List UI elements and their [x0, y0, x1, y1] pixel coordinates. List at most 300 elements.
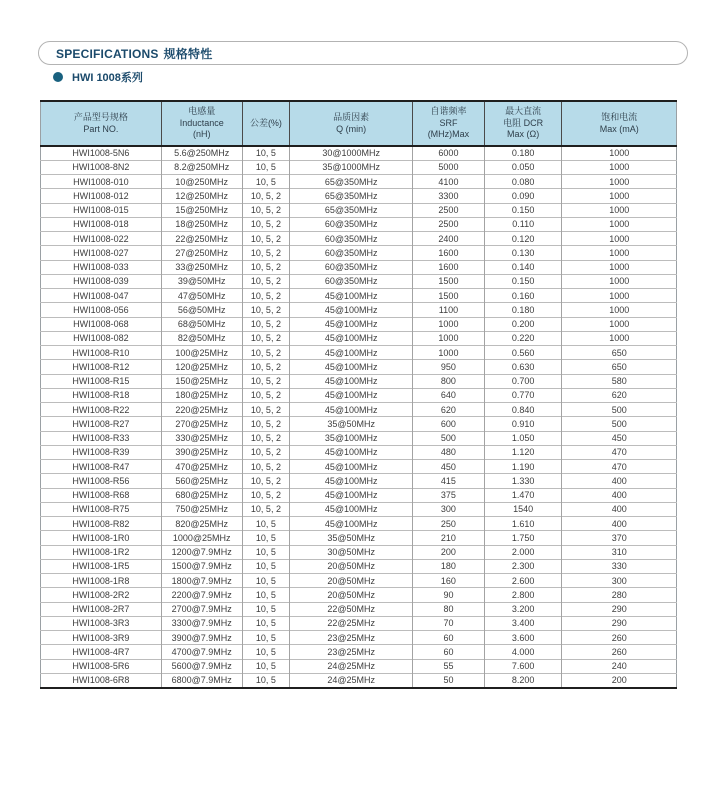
cell-srf: 300: [413, 502, 485, 516]
cell-part_no: HWI1008-R12: [41, 360, 162, 374]
table-row: [41, 545, 677, 559]
col-header-part_no-line: 产品型号规格: [73, 111, 128, 122]
cell-inductance: 27@250MHz: [161, 246, 242, 260]
cell-tolerance: 10, 5, 2: [242, 303, 290, 317]
cell-sat_current: 1000: [562, 289, 677, 303]
cell-q_min: 23@25MHz: [290, 631, 413, 645]
cell-srf: 450: [413, 460, 485, 474]
table-row: [41, 488, 677, 502]
spec-table-body: [41, 146, 677, 688]
cell-sat_current: 1000: [562, 246, 677, 260]
cell-dcr: 0.050: [484, 160, 562, 174]
table-row: [41, 175, 677, 189]
spec-table: [40, 100, 677, 689]
cell-srf: 1500: [413, 274, 485, 288]
cell-part_no: HWI1008-R56: [41, 474, 162, 488]
cell-sat_current: 200: [562, 673, 677, 687]
cell-part_no: HWI1008-R27: [41, 417, 162, 431]
cell-srf: 80: [413, 602, 485, 616]
cell-dcr: 1.190: [484, 460, 562, 474]
cell-q_min: 45@100MHz: [290, 388, 413, 402]
cell-q_min: 35@50MHz: [290, 417, 413, 431]
cell-inductance: 10@250MHz: [161, 175, 242, 189]
cell-tolerance: 10, 5: [242, 146, 290, 160]
table-row: [41, 403, 677, 417]
cell-q_min: 35@1000MHz: [290, 160, 413, 174]
bullet-icon: [53, 72, 63, 82]
table-row: [41, 631, 677, 645]
table-row: [41, 588, 677, 602]
cell-dcr: 2.600: [484, 574, 562, 588]
cell-dcr: 0.110: [484, 217, 562, 231]
cell-part_no: HWI1008-056: [41, 303, 162, 317]
cell-q_min: 65@350MHz: [290, 203, 413, 217]
table-row: [41, 260, 677, 274]
cell-q_min: 22@50MHz: [290, 602, 413, 616]
header-row: [41, 101, 677, 146]
cell-srf: 640: [413, 388, 485, 402]
cell-part_no: HWI1008-1R0: [41, 531, 162, 545]
cell-tolerance: 10, 5: [242, 517, 290, 531]
cell-inductance: 390@25MHz: [161, 445, 242, 459]
cell-sat_current: 1000: [562, 146, 677, 160]
table-row: [41, 645, 677, 659]
cell-tolerance: 10, 5, 2: [242, 203, 290, 217]
col-header-sat_current-line: Max (mA): [599, 123, 639, 134]
cell-inductance: 33@250MHz: [161, 260, 242, 274]
cell-inductance: 3300@7.9MHz: [161, 616, 242, 630]
cell-dcr: 0.180: [484, 303, 562, 317]
cell-srf: 1100: [413, 303, 485, 317]
cell-tolerance: 10, 5, 2: [242, 217, 290, 231]
col-header-q_min: [290, 101, 413, 146]
series-header: [53, 69, 143, 85]
cell-q_min: 22@25MHz: [290, 616, 413, 630]
cell-sat_current: 650: [562, 346, 677, 360]
col-header-tolerance-line: 公差(%): [249, 117, 282, 128]
cell-tolerance: 10, 5: [242, 659, 290, 673]
cell-part_no: HWI1008-R47: [41, 460, 162, 474]
table-row: [41, 317, 677, 331]
cell-inductance: 1200@7.9MHz: [161, 545, 242, 559]
col-header-dcr-line: Max (Ω): [507, 129, 540, 140]
cell-tolerance: 10, 5, 2: [242, 388, 290, 402]
cell-dcr: 3.600: [484, 631, 562, 645]
cell-srf: 1500: [413, 289, 485, 303]
cell-srf: 200: [413, 545, 485, 559]
cell-srf: 1000: [413, 346, 485, 360]
cell-sat_current: 260: [562, 645, 677, 659]
cell-tolerance: 10, 5, 2: [242, 289, 290, 303]
cell-q_min: 20@50MHz: [290, 559, 413, 573]
table-row: [41, 602, 677, 616]
cell-sat_current: 1000: [562, 160, 677, 174]
cell-inductance: 220@25MHz: [161, 403, 242, 417]
cell-tolerance: 10, 5, 2: [242, 488, 290, 502]
cell-inductance: 680@25MHz: [161, 488, 242, 502]
section-title-en: SPECIFICATIONS: [56, 46, 159, 61]
cell-sat_current: 470: [562, 445, 677, 459]
cell-inductance: 750@25MHz: [161, 502, 242, 516]
table-row: [41, 559, 677, 573]
cell-q_min: 60@350MHz: [290, 260, 413, 274]
table-row: [41, 431, 677, 445]
cell-dcr: 3.400: [484, 616, 562, 630]
spec-table-head: [41, 101, 677, 146]
section-title: [56, 45, 212, 62]
cell-srf: 1600: [413, 246, 485, 260]
cell-part_no: HWI1008-R82: [41, 517, 162, 531]
cell-dcr: 1.050: [484, 431, 562, 445]
cell-q_min: 45@100MHz: [290, 331, 413, 345]
cell-sat_current: 310: [562, 545, 677, 559]
cell-sat_current: 290: [562, 602, 677, 616]
cell-inductance: 56@50MHz: [161, 303, 242, 317]
cell-sat_current: 330: [562, 559, 677, 573]
cell-tolerance: 10, 5, 2: [242, 232, 290, 246]
cell-q_min: 60@350MHz: [290, 246, 413, 260]
cell-sat_current: 1000: [562, 317, 677, 331]
cell-part_no: HWI1008-039: [41, 274, 162, 288]
cell-dcr: 0.140: [484, 260, 562, 274]
table-row: [41, 289, 677, 303]
cell-q_min: 45@100MHz: [290, 360, 413, 374]
cell-inductance: 4700@7.9MHz: [161, 645, 242, 659]
col-header-srf-line: 自谐频率: [430, 106, 467, 116]
cell-srf: 480: [413, 445, 485, 459]
cell-dcr: 0.130: [484, 246, 562, 260]
cell-sat_current: 1000: [562, 232, 677, 246]
cell-q_min: 45@100MHz: [290, 346, 413, 360]
cell-q_min: 20@50MHz: [290, 574, 413, 588]
cell-srf: 620: [413, 403, 485, 417]
cell-srf: 500: [413, 431, 485, 445]
cell-tolerance: 10, 5: [242, 631, 290, 645]
cell-tolerance: 10, 5, 2: [242, 502, 290, 516]
table-row: [41, 146, 677, 160]
cell-srf: 60: [413, 631, 485, 645]
cell-dcr: 0.560: [484, 346, 562, 360]
cell-tolerance: 10, 5: [242, 574, 290, 588]
cell-sat_current: 470: [562, 460, 677, 474]
table-row: [41, 616, 677, 630]
cell-sat_current: 650: [562, 360, 677, 374]
cell-sat_current: 500: [562, 417, 677, 431]
cell-part_no: HWI1008-R39: [41, 445, 162, 459]
col-header-dcr-line: 最大直流: [505, 106, 542, 116]
cell-srf: 1000: [413, 331, 485, 345]
table-row: [41, 303, 677, 317]
cell-sat_current: 400: [562, 474, 677, 488]
col-header-tolerance: [242, 101, 290, 146]
table-row: [41, 417, 677, 431]
table-row: [41, 246, 677, 260]
cell-inductance: 120@25MHz: [161, 360, 242, 374]
cell-inductance: 330@25MHz: [161, 431, 242, 445]
section-header: [38, 41, 688, 65]
table-row: [41, 203, 677, 217]
table-row: [41, 445, 677, 459]
col-header-part_no: [41, 101, 162, 146]
table-row: [41, 360, 677, 374]
cell-inductance: 3900@7.9MHz: [161, 631, 242, 645]
cell-sat_current: 1000: [562, 274, 677, 288]
cell-srf: 60: [413, 645, 485, 659]
cell-part_no: HWI1008-3R9: [41, 631, 162, 645]
col-header-srf-line: SRF: [439, 117, 458, 128]
cell-tolerance: 10, 5: [242, 645, 290, 659]
table-row: [41, 659, 677, 673]
cell-srf: 180: [413, 559, 485, 573]
cell-sat_current: 580: [562, 374, 677, 388]
cell-sat_current: 300: [562, 574, 677, 588]
cell-inductance: 15@250MHz: [161, 203, 242, 217]
cell-srf: 375: [413, 488, 485, 502]
cell-q_min: 45@100MHz: [290, 517, 413, 531]
cell-srf: 210: [413, 531, 485, 545]
cell-tolerance: 10, 5, 2: [242, 317, 290, 331]
cell-dcr: 1.330: [484, 474, 562, 488]
cell-tolerance: 10, 5, 2: [242, 360, 290, 374]
cell-tolerance: 10, 5: [242, 588, 290, 602]
col-header-srf: [413, 101, 485, 146]
section-title-zh: 规格特性: [163, 46, 213, 61]
cell-part_no: HWI1008-015: [41, 203, 162, 217]
cell-tolerance: 10, 5, 2: [242, 246, 290, 260]
cell-q_min: 65@350MHz: [290, 175, 413, 189]
cell-q_min: 45@100MHz: [290, 317, 413, 331]
table-row: [41, 531, 677, 545]
cell-part_no: HWI1008-027: [41, 246, 162, 260]
cell-tolerance: 10, 5: [242, 616, 290, 630]
cell-inductance: 180@25MHz: [161, 388, 242, 402]
col-header-sat_current-line: 饱和电流: [601, 111, 638, 122]
cell-part_no: HWI1008-010: [41, 175, 162, 189]
cell-dcr: 2.800: [484, 588, 562, 602]
cell-srf: 4100: [413, 175, 485, 189]
cell-inductance: 100@25MHz: [161, 346, 242, 360]
cell-tolerance: 10, 5: [242, 545, 290, 559]
cell-tolerance: 10, 5, 2: [242, 474, 290, 488]
cell-dcr: 1.470: [484, 488, 562, 502]
col-header-inductance: [161, 101, 242, 146]
cell-tolerance: 10, 5, 2: [242, 445, 290, 459]
table-row: [41, 217, 677, 231]
cell-dcr: 0.630: [484, 360, 562, 374]
cell-tolerance: 10, 5, 2: [242, 374, 290, 388]
cell-part_no: HWI1008-3R3: [41, 616, 162, 630]
cell-dcr: 0.700: [484, 374, 562, 388]
cell-q_min: 30@50MHz: [290, 545, 413, 559]
cell-inductance: 1500@7.9MHz: [161, 559, 242, 573]
cell-dcr: 1.750: [484, 531, 562, 545]
cell-dcr: 0.180: [484, 146, 562, 160]
table-row: [41, 232, 677, 246]
cell-srf: 50: [413, 673, 485, 687]
cell-sat_current: 620: [562, 388, 677, 402]
cell-sat_current: 1000: [562, 189, 677, 203]
cell-sat_current: 1000: [562, 217, 677, 231]
cell-inductance: 82@50MHz: [161, 331, 242, 345]
cell-sat_current: 1000: [562, 260, 677, 274]
cell-part_no: HWI1008-068: [41, 317, 162, 331]
cell-sat_current: 260: [562, 631, 677, 645]
series-title: HWI 1008系列: [72, 72, 143, 84]
cell-inductance: 68@50MHz: [161, 317, 242, 331]
cell-dcr: 0.090: [484, 189, 562, 203]
cell-dcr: 2.000: [484, 545, 562, 559]
col-header-q_min-line: Q (min): [336, 123, 367, 134]
table-row: [41, 160, 677, 174]
cell-dcr: 0.200: [484, 317, 562, 331]
cell-sat_current: 500: [562, 403, 677, 417]
cell-tolerance: 10, 5: [242, 559, 290, 573]
cell-q_min: 45@100MHz: [290, 289, 413, 303]
cell-part_no: HWI1008-1R8: [41, 574, 162, 588]
table-row: [41, 673, 677, 687]
col-header-dcr-line: 电阻 DCR: [503, 117, 544, 128]
cell-part_no: HWI1008-1R5: [41, 559, 162, 573]
cell-q_min: 45@100MHz: [290, 502, 413, 516]
cell-dcr: 0.150: [484, 203, 562, 217]
cell-sat_current: 1000: [562, 175, 677, 189]
cell-dcr: 0.770: [484, 388, 562, 402]
cell-q_min: 24@25MHz: [290, 673, 413, 687]
cell-q_min: 20@50MHz: [290, 588, 413, 602]
cell-sat_current: 1000: [562, 203, 677, 217]
cell-q_min: 65@350MHz: [290, 189, 413, 203]
cell-inductance: 5.6@250MHz: [161, 146, 242, 160]
cell-inductance: 39@50MHz: [161, 274, 242, 288]
col-header-inductance-line: (nH): [192, 129, 211, 140]
cell-srf: 90: [413, 588, 485, 602]
cell-srf: 160: [413, 574, 485, 588]
cell-q_min: 45@100MHz: [290, 474, 413, 488]
cell-srf: 415: [413, 474, 485, 488]
col-header-q_min-line: 品质因素: [333, 111, 370, 122]
cell-q_min: 60@350MHz: [290, 217, 413, 231]
cell-dcr: 1.610: [484, 517, 562, 531]
cell-inductance: 2200@7.9MHz: [161, 588, 242, 602]
cell-part_no: HWI1008-6R8: [41, 673, 162, 687]
cell-part_no: HWI1008-1R2: [41, 545, 162, 559]
cell-srf: 2500: [413, 217, 485, 231]
cell-inductance: 2700@7.9MHz: [161, 602, 242, 616]
cell-part_no: HWI1008-R18: [41, 388, 162, 402]
cell-part_no: HWI1008-R68: [41, 488, 162, 502]
cell-part_no: HWI1008-R75: [41, 502, 162, 516]
col-header-part_no-line: Part NO.: [83, 123, 119, 134]
cell-dcr: 1.120: [484, 445, 562, 459]
table-row: [41, 502, 677, 516]
cell-inductance: 1000@25MHz: [161, 531, 242, 545]
cell-dcr: 8.200: [484, 673, 562, 687]
cell-part_no: HWI1008-022: [41, 232, 162, 246]
cell-part_no: HWI1008-5N6: [72, 148, 130, 159]
cell-part_no: HWI1008-012: [41, 189, 162, 203]
cell-part_no: HWI1008-033: [41, 260, 162, 274]
cell-srf: 250: [413, 517, 485, 531]
cell-part_no: HWI1008-R15: [41, 374, 162, 388]
cell-sat_current: 1000: [562, 331, 677, 345]
table-row: [41, 189, 677, 203]
cell-inductance: 22@250MHz: [161, 232, 242, 246]
cell-tolerance: 10, 5, 2: [242, 431, 290, 445]
cell-part_no: HWI1008-8N2: [41, 160, 162, 174]
table-row: [41, 460, 677, 474]
cell-inductance: 150@25MHz: [161, 374, 242, 388]
table-row: [41, 388, 677, 402]
cell-srf: 1600: [413, 260, 485, 274]
col-header-inductance-line: 电感量: [188, 106, 216, 116]
cell-part_no: HWI1008-2R2: [41, 588, 162, 602]
cell-q_min: 35@100MHz: [290, 431, 413, 445]
cell-dcr: 0.840: [484, 403, 562, 417]
cell-q_min: 23@25MHz: [290, 645, 413, 659]
table-row: [41, 574, 677, 588]
cell-dcr: 0.150: [484, 274, 562, 288]
cell-inductance: 270@25MHz: [161, 417, 242, 431]
cell-srf: 1000: [413, 317, 485, 331]
cell-srf: 800: [413, 374, 485, 388]
cell-srf: 2500: [413, 203, 485, 217]
cell-dcr: 0.220: [484, 331, 562, 345]
cell-tolerance: 10, 5, 2: [242, 274, 290, 288]
cell-dcr: 0.080: [484, 175, 562, 189]
cell-dcr: 0.160: [484, 289, 562, 303]
cell-part_no: HWI1008-4R7: [41, 645, 162, 659]
cell-inductance: 1800@7.9MHz: [161, 574, 242, 588]
cell-dcr: 0.910: [484, 417, 562, 431]
cell-tolerance: 10, 5: [242, 160, 290, 174]
cell-sat_current: 370: [562, 531, 677, 545]
cell-part_no: HWI1008-R33: [41, 431, 162, 445]
cell-tolerance: 10, 5, 2: [242, 189, 290, 203]
cell-sat_current: 450: [562, 431, 677, 445]
cell-inductance: 470@25MHz: [161, 460, 242, 474]
cell-srf: 600: [413, 417, 485, 431]
cell-sat_current: 240: [562, 659, 677, 673]
cell-srf: 70: [413, 616, 485, 630]
cell-part_no: HWI1008-018: [41, 217, 162, 231]
col-header-sat_current: [562, 101, 677, 146]
cell-q_min: 45@100MHz: [290, 460, 413, 474]
cell-tolerance: 10, 5: [242, 175, 290, 189]
cell-q_min: 60@350MHz: [290, 232, 413, 246]
cell-q_min: 60@350MHz: [290, 274, 413, 288]
cell-part_no: HWI1008-082: [41, 331, 162, 345]
cell-inductance: 560@25MHz: [161, 474, 242, 488]
cell-dcr: 3.200: [484, 602, 562, 616]
col-header-inductance-line: Inductance: [179, 117, 224, 128]
cell-dcr: 7.600: [484, 659, 562, 673]
cell-srf: 6000: [413, 146, 485, 160]
cell-sat_current: 280: [562, 588, 677, 602]
cell-q_min: 45@100MHz: [290, 403, 413, 417]
cell-srf: 55: [413, 659, 485, 673]
cell-sat_current: 400: [562, 517, 677, 531]
cell-dcr: 4.000: [484, 645, 562, 659]
cell-q_min: 30@1000MHz: [290, 146, 413, 160]
cell-tolerance: 10, 5, 2: [242, 460, 290, 474]
cell-tolerance: 10, 5: [242, 531, 290, 545]
cell-part_no: HWI1008-2R7: [41, 602, 162, 616]
table-row: [41, 517, 677, 531]
cell-part_no: HWI1008-R22: [41, 403, 162, 417]
table-row: [41, 474, 677, 488]
cell-tolerance: 10, 5, 2: [242, 260, 290, 274]
cell-sat_current: 400: [562, 488, 677, 502]
